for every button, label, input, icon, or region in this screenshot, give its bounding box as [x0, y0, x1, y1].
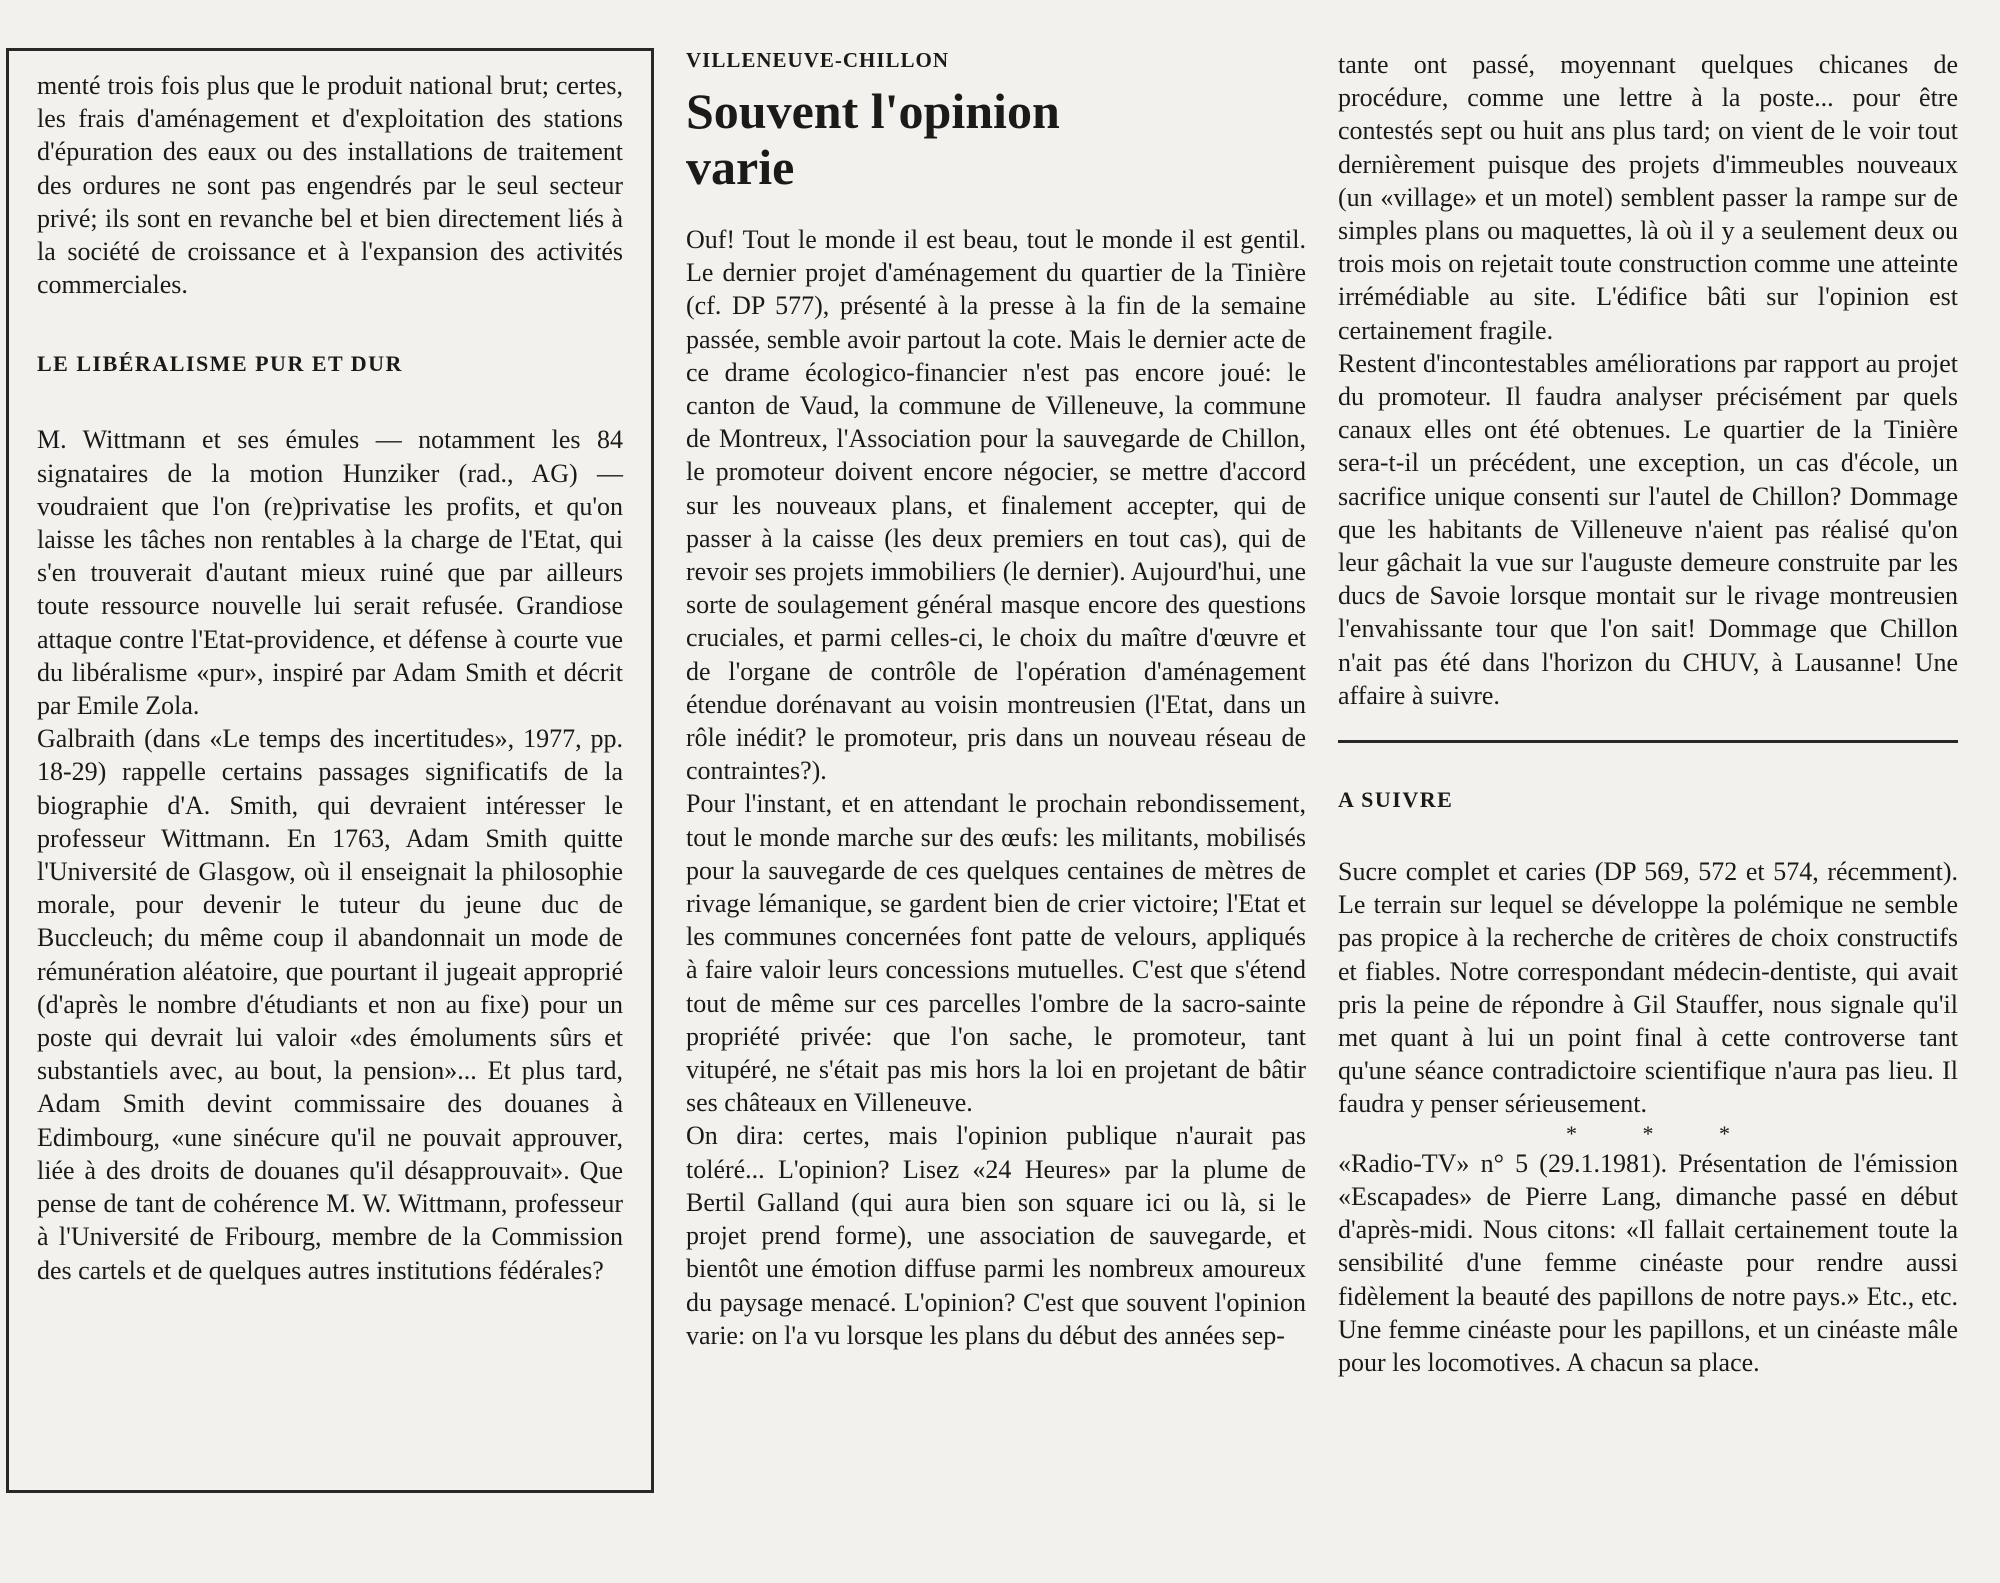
section-divider: [1338, 740, 1958, 743]
right-paragraph-1: tante ont passé, moyennant quelques chicanes de procédure, comme une lettre à la poste... pour être contestés sept ou huit ans plus tard; on vient de le voir tout dernièrement puisque des projets d'immeubles nouveaux (un «village» et un motel) semblent passer la rampe sur de simples plans ou maquettes, là où il y a seulement deux ou trois mois on rejetait toute construction comme une atteinte irrémédiable au site. L'édifice bâti sur l'opinion est certainement fragile.: [1338, 50, 1958, 345]
middle-paragraph-3: On dira: certes, mais l'opinion publique n'aurait pas toléré... L'opinion? Lisez «24 Heures» par la plume de Bertil Galland (qui aura bien son square ici ou là, si le projet prend forme), une association de sauvegarde, et bientôt une émotion diffuse parmi les nombreux amoureux du paysage menacé. L'opinion? C'est que souvent l'opinion varie: on l'a vu lorsque les plans du début des années sep-: [686, 1121, 1306, 1350]
middle-paragraph-1: Ouf! Tout le monde il est beau, tout le monde il est gentil. Le dernier projet d'aménagement du quartier de la Tinière (cf. DP 577), présenté à la presse à la fin de la semaine passée, semble avoir partout la cote. Mais le dernier acte de ce drame écologico-financier n'est pas encore joué: le canton de Vaud, la commune de Villeneuve, la commune de Montreux, l'Association pour la sauvegarde de Chillon, le promoteur doivent encore négocier, se mettre d'accord sur les nouveaux plans, et finalement accepter, qui de passer à la caisse (les deux premiers en tout cas), qui de revoir ses projets immobiliers (le dernier). Aujourd'hui, une sorte de soulagement général masque encore des questions cruciales, et parmi celles-ci, le choix du maître d'œuvre et de l'organe de contrôle de l'opération d'aménagement étendue dorénavant au voisin montreusien (l'Etat, dans un rôle inédit? le promoteur, pris dans un nouveau réseau de contraintes?).: [686, 225, 1306, 786]
section-heading-a-suivre: A SUIVRE: [1338, 787, 1454, 813]
middle-paragraph-2: Pour l'instant, et en attendant le prochain rebondissement, tout le monde marche sur des œufs: les militants, mobilisés pour la sauvegarde de ces quelques centaines de mètres de rivage lémanique, se gardent bien de crier victoire; l'Etat et les communes concernées font patte de velours, appliqués à faire valoir leurs concessions mutuelles. C'est que s'étend tout de même sur ces parcelles l'ombre de la sacro-sainte propriété privée: que l'on sache, le promoteur, tant vitupéré, ne s'était pas mis hors la loi en projetant de bâtir ses châteaux en Villeneuve.: [686, 789, 1306, 1118]
article-kicker: VILLENEUVE-CHILLON: [686, 48, 950, 72]
left-paragraph-2: M. Wittmann et ses émules — notamment les 84 signataires de la motion Hunziker (rad., AG) — voudraient que l'on (re)privatise les profits, et qu'on laisse les tâches non rentables à la charge de l'Etat, qui s'en trouverait d'autant mieux ruiné que par ailleurs toute ressource nouvelle lui serait refusée. Grandiose attaque contre l'Etat-providence, et défense à courte vue du libéralisme «pur», inspiré par Adam Smith et décrit par Emile Zola.: [37, 425, 623, 721]
middle-column: [686, 48, 1306, 1352]
left-paragraph-3: Galbraith (dans «Le temps des incertitudes», 1977, pp. 18-29) rappelle certains passages significatifs de la biographie d'A. Smith, qui devraient intéresser le professeur Wittmann. En 1763, Adam Smith quitte l'Université de Glasgow, où il enseignait la philosophie morale, pour devenir le tuteur du jeune duc de Buccleuch; du même coup il abandonnait un mode de rémunération aléatoire, que pourtant il jugeait approprié (d'après le nombre d'étudiants et non au fixe) pour un poste qui devrait lui valoir «des émoluments sûrs et substantiels avec, au bout, la pension»... Et plus tard, Adam Smith devint commissaire des douanes à Edimbourg, «une sinécure qu'il ne pouvait approuver, liée à des droits de douanes qu'il désapprouvait». Que pense de tant de cohérence M. W. Wittmann, professeur à l'Université de Fribourg, membre de la Commission des cartels et de quelques autres institutions fédérales?: [37, 724, 623, 1285]
right-paragraph-2: Restent d'incontestables améliorations par rapport au projet du promoteur. Il faudra analyser précisément par quels canaux elles ont été obtenues. Le quartier de la Tinière sera-t-il un précédent, une exception, un cas d'école, un sacrifice unique consenti sur l'autel de Chillon? Dommage que les habitants de Villeneuve n'aient pas réalisé qu'on leur gâchait la vue sur l'auguste demeure construite par les ducs de Savoie lorsque montait sur le rivage montreusien l'envahissante tour que l'on sait! Dommage que Chillon n'ait pas été dans l'horizon du CHUV, à Lausanne! Une affaire à suivre.: [1338, 348, 1958, 710]
right-column: [1338, 48, 1958, 1379]
section-heading-liberalisme: LE LIBÉRALISME PUR ET DUR: [37, 351, 403, 377]
left-column-box: [6, 48, 654, 1493]
separator-stars: * * *: [1566, 1120, 1760, 1146]
right-paragraph-3: Sucre complet et caries (DP 569, 572 et 574, récemment). Le terrain sur lequel se développe la polémique ne semble pas propice à la recherche de critères de choix constructifs et fiables. Notre correspondant médecin-dentiste, qui avait pris la peine de répondre à Gil Stauffer, nous signale qu'il met quant à lui un point final à cette controverse tant qu'une séance contradictoire scientifique n'aura pas lieu. Il faudra y penser sérieusement.: [1338, 857, 1958, 1119]
right-paragraph-4: «Radio-TV» n° 5 (29.1.1981). Présentation de l'émission «Escapades» de Pierre Lang, dimanche passé en début d'après-midi. Nous citons: «Il fallait certainement toute la sensibilité d'une femme cinéaste pour rendre aussi fidèlement la beauté des papillons de notre pays.» Etc., etc. Une femme cinéaste pour les papillons, et un cinéaste mâle pour les locomotives. A chacun sa place.: [1338, 1148, 1958, 1377]
left-paragraph-1: menté trois fois plus que le produit national brut; certes, les frais d'aménagement et d'exploitation des stations d'épuration des eaux ou des installations de traitement des ordures ne sont pas engendrés par le seul secteur privé; ils sont en revanche bel et bien directement liés à la société de croissance et à l'expansion des activités commerciales.: [37, 71, 623, 300]
article-headline: Souvent l'opinion varie: [686, 83, 1060, 195]
